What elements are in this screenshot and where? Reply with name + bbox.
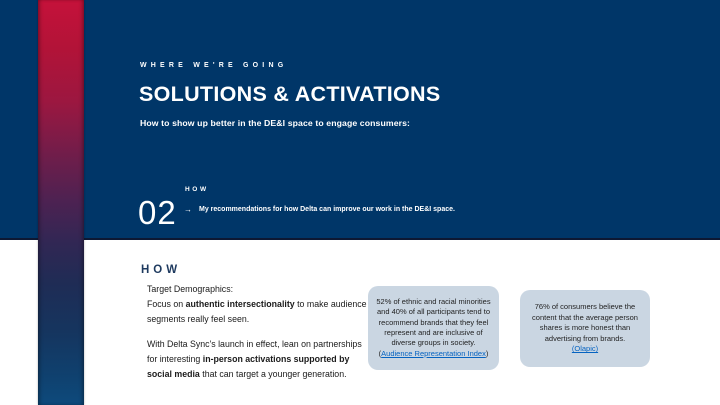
body-paragraph-2 xyxy=(147,337,371,382)
agenda-description: My recommendations for how Delta can improve our work in the DE&I space. xyxy=(199,206,455,213)
stat-audience-body: 52% of ethnic and racial minorities and 40% of all participants tend to recommend brands that they feel represent and are inclusive of diverse groups in society. xyxy=(376,296,491,348)
p1-pre: Focus on xyxy=(147,299,186,309)
p2-post: that can target a younger generation. xyxy=(199,369,347,379)
stat-card-olapic xyxy=(520,290,650,367)
olapic-link[interactable]: (Olapic) xyxy=(571,344,599,354)
audience-representation-index-link[interactable]: Audience Representation Index xyxy=(381,348,486,358)
body-intro-line: Target Demographics: xyxy=(147,284,234,294)
stat-olapic-body: 76% of consumers believe the content that the average person shares is more honest than advertising from brands. xyxy=(532,302,638,343)
p2-pre: With Delta Sync's launch in effect, lean on partnerships for interesting xyxy=(147,339,362,364)
subtitle: How to show up better in the DE&I space to engage consumers: xyxy=(140,118,411,128)
body-text-block xyxy=(147,282,371,382)
stat-card-audience-text xyxy=(375,297,492,359)
stat-audience-paren-close: ) xyxy=(485,348,489,358)
page-title: SOLUTIONS & ACTIVATIONS xyxy=(139,82,441,106)
body-paragraph-1 xyxy=(147,297,371,327)
stat-audience-paren-open: ( xyxy=(378,348,382,358)
p2-bold: in-person activations supported by social media xyxy=(147,354,350,379)
section-heading: HOW xyxy=(141,264,182,276)
agenda-number: 02 xyxy=(138,194,177,231)
accent-gradient-bar xyxy=(38,0,84,405)
kicker-label: WHERE WE'RE GOING xyxy=(140,62,288,69)
agenda-description-row xyxy=(184,206,455,214)
p1-post: to make audience segments really feel seen. xyxy=(147,299,367,324)
arrow-icon: → xyxy=(184,205,192,214)
stat-card-olapic-text xyxy=(529,302,641,354)
agenda-label: HOW xyxy=(185,186,209,193)
p1-bold: authentic intersectionality xyxy=(185,299,295,309)
stat-card-audience xyxy=(368,286,499,370)
